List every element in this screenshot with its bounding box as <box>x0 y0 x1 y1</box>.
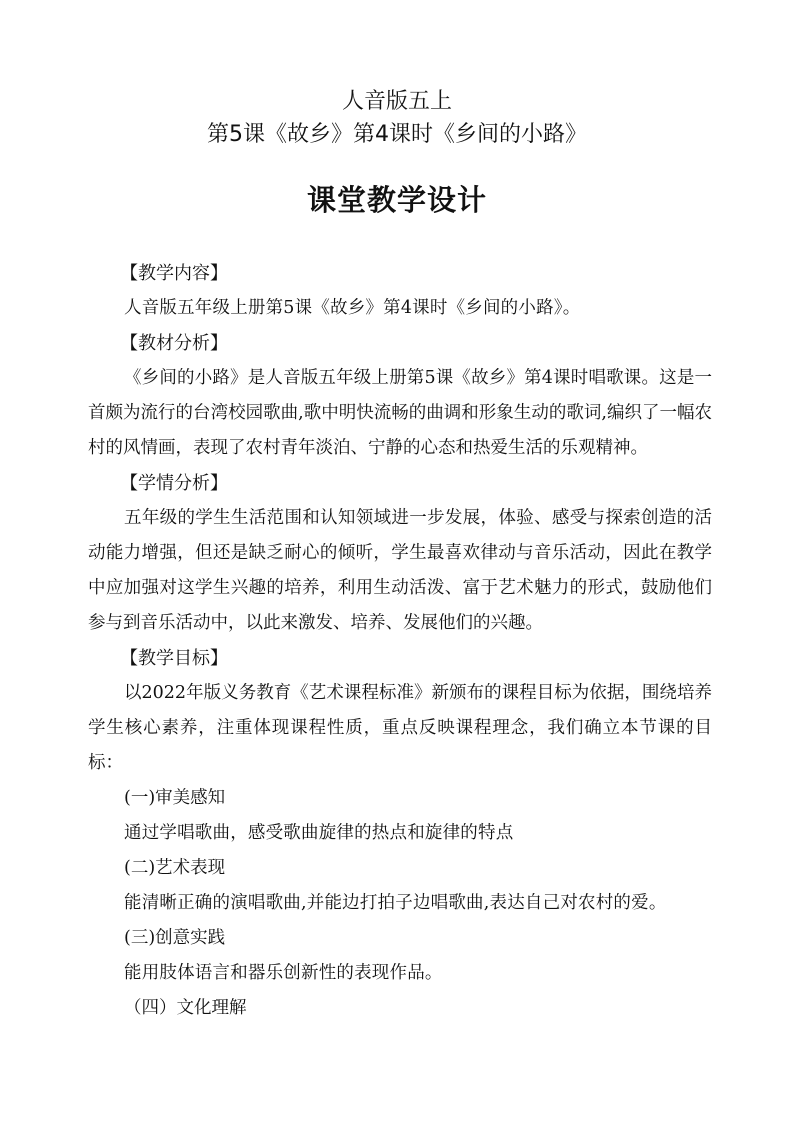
goals-intro-text: 以2022年版义务教育《艺术课程标准》新颁布的课程目标为依据，围绕培养学生核心素养，注重体现课程性质，重点反映课程理念，我们确立本节课的目标： <box>88 683 712 773</box>
content-text: 人音版五年级上册第5课《故乡》第4课时《乡间的小路》。 <box>124 298 581 318</box>
lesson-title: 第5课《故乡》第4课时《乡间的小路》 <box>207 122 587 147</box>
section-heading-goals: 【教学目标】 <box>120 648 228 669</box>
goal-text-expression: 能清晰正确的演唱歌曲,并能边打拍子边唱歌曲,表达自己对农村的爱。 <box>124 893 667 913</box>
material-analysis-text: 《乡间的小路》是人音版五年级上册第5课《故乡》第4课时唱歌课。这是一首颇为流行的台湾校园歌曲,歌中明快流畅的曲调和形象生动的歌词,编织了一幅农村的风情画，表现了农村青年淡泊、宁静的心态和热爱生活的乐观精神。 <box>88 368 712 458</box>
goal-text-creative: 能用肢体语言和器乐创新性的表现作品。 <box>124 963 443 983</box>
section-heading-students: 【学情分析】 <box>120 473 228 494</box>
student-analysis-text: 五年级的学生生活范围和认知领域进一步发展，体验、感受与探索创造的活动能力增强，但还是缺乏耐心的倾听，学生最喜欢律动与音乐活动，因此在教学中应加强对这学生兴趣的培养，利用生动活泼、富于艺术魅力的形式，鼓励他们参与到音乐活动中，以此来激发、培养、发展他们的兴趣。 <box>88 508 712 633</box>
document-title: 课堂教学设计 <box>306 183 487 217</box>
section-heading-material: 【教材分析】 <box>120 333 228 354</box>
textbook-edition: 人音版五上 <box>341 89 452 114</box>
goal-label-aesthetic: (一)审美感知 <box>124 788 226 808</box>
document-body <box>88 256 712 1026</box>
goal-label-creative: (三)创意实践 <box>124 928 226 948</box>
section-heading-content: 【教学内容】 <box>120 263 228 284</box>
goal-text-aesthetic: 通过学唱歌曲，感受歌曲旋律的热点和旋律的特点 <box>124 823 514 843</box>
goal-label-culture: （四）文化理解 <box>124 998 247 1018</box>
goal-label-expression: (二)艺术表现 <box>124 858 226 878</box>
